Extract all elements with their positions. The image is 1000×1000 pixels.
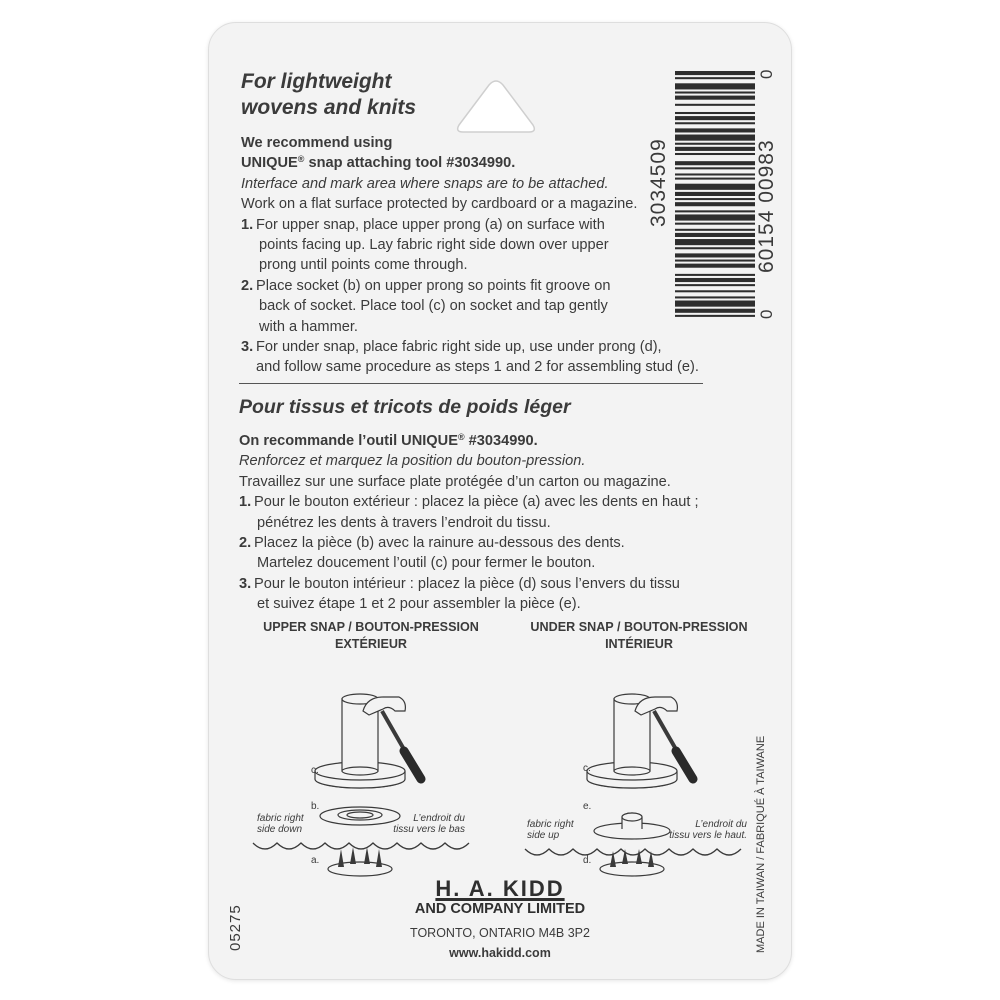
barcode-bar bbox=[675, 284, 755, 286]
prong-base bbox=[328, 862, 392, 876]
fabric-wave bbox=[253, 843, 469, 849]
barcode-bar bbox=[675, 173, 755, 175]
upper-label-a: a. bbox=[311, 855, 320, 866]
barcode-bar bbox=[675, 161, 755, 165]
under-snap-label-line2: INTÉRIEUR bbox=[605, 637, 673, 651]
french-recommend bbox=[239, 431, 699, 451]
barcode-vertical-number-box bbox=[645, 127, 675, 227]
tool-cylinder-bottom bbox=[342, 767, 378, 775]
barcode-bar bbox=[675, 247, 755, 249]
barcode-bar bbox=[675, 143, 755, 145]
barcode-bar bbox=[675, 83, 755, 89]
company-address-block bbox=[209, 923, 791, 963]
french-title: Pour tissus et tricots de poids léger bbox=[239, 396, 571, 418]
under-label-d: d. bbox=[583, 855, 592, 866]
hang-hole bbox=[439, 75, 554, 139]
barcode-bar bbox=[675, 71, 755, 75]
barcode-bar bbox=[675, 153, 755, 155]
under-snap-label bbox=[519, 619, 759, 653]
barcode-bar bbox=[675, 135, 755, 141]
company-website: www.hakidd.com bbox=[449, 946, 551, 960]
step-line: Martelez doucement l’outil (c) pour fermer le bouton. bbox=[257, 555, 596, 572]
step-line: and follow same procedure as steps 1 and 2 for assembling stud (e). bbox=[256, 359, 699, 376]
fabric-wave bbox=[525, 849, 741, 855]
barcode-bar bbox=[675, 210, 755, 212]
step-line: Place socket (b) on upper prong so points fit groove on bbox=[256, 277, 611, 294]
stud-top bbox=[622, 813, 642, 821]
step-number: 2. bbox=[241, 277, 254, 294]
upper-label-b: b. bbox=[311, 801, 320, 812]
english-body bbox=[241, 133, 699, 378]
upper-label-c: c. bbox=[311, 765, 319, 776]
step-number: 1. bbox=[239, 494, 252, 511]
english-title-line1: For lightweight bbox=[241, 70, 392, 93]
upper-snap-label-line2: EXTÉRIEUR bbox=[334, 637, 408, 651]
barcode-bar bbox=[675, 309, 755, 313]
barcode-bar bbox=[675, 91, 755, 93]
package-card bbox=[208, 22, 792, 980]
barcode-bar bbox=[675, 192, 755, 196]
side-right-box bbox=[755, 713, 773, 963]
socket-hole bbox=[347, 812, 373, 818]
french-work: Travaillez sur une surface plate protégée d’un carton ou magazine. bbox=[239, 473, 671, 490]
recommend-tool-line bbox=[241, 153, 699, 173]
step-line: et suivez étape 1 et 2 pour assembler la pièce (e). bbox=[257, 596, 581, 613]
under-snap-diagram bbox=[521, 671, 771, 883]
french-step-1 bbox=[239, 492, 699, 533]
barcode-bar bbox=[675, 290, 755, 292]
step-line: prong until points come through. bbox=[259, 257, 468, 274]
english-title bbox=[241, 69, 416, 121]
step-line: pénétrez les dents à travers l’endroit du tissu. bbox=[257, 514, 551, 531]
barcode-bar bbox=[675, 184, 755, 190]
barcode-bar bbox=[675, 116, 755, 120]
barcode-bar bbox=[675, 315, 755, 317]
work-instruction: Work on a flat surface protected by cardboard or a magazine. bbox=[241, 196, 638, 213]
step-line: Placez la pièce (b) avec la rainure au-dessous des dents. bbox=[254, 535, 625, 552]
under-label-c: c. bbox=[583, 763, 591, 774]
note-line: side up bbox=[527, 830, 560, 841]
barcode-bar bbox=[675, 239, 755, 245]
tool-number: snap attaching tool #3034990. bbox=[304, 155, 516, 172]
barcode-bar bbox=[675, 77, 755, 79]
company-name: H. A. KIDD bbox=[435, 876, 565, 901]
barcode-bar bbox=[675, 122, 755, 124]
french-tool-number: #3034990. bbox=[464, 433, 538, 449]
upper-note-right bbox=[381, 813, 465, 835]
brand-name: UNIQUE bbox=[241, 155, 298, 172]
upper-snap-diagram bbox=[249, 671, 499, 883]
barcode-bar bbox=[675, 296, 755, 298]
barcode-bar bbox=[675, 112, 755, 114]
barcode-bar bbox=[675, 214, 755, 220]
french-recommend-text: On recommande l’outil UNIQUE bbox=[239, 433, 458, 449]
step-line: Pour le bouton intérieur : placez la pièce (d) sous l’envers du tissu bbox=[254, 575, 680, 592]
under-note-right bbox=[649, 819, 747, 841]
side-left-box bbox=[227, 893, 247, 953]
under-note-left bbox=[527, 819, 574, 841]
barcode-bar bbox=[675, 278, 755, 282]
barcode-bar bbox=[675, 128, 755, 132]
english-step-2 bbox=[241, 276, 699, 337]
interface-instruction: Interface and mark area where snaps are to be attached. bbox=[241, 175, 609, 192]
barcode-zero-top-box bbox=[757, 63, 777, 83]
english-step-3 bbox=[241, 337, 699, 378]
barcode-bar bbox=[675, 178, 755, 180]
under-label-e: e. bbox=[583, 801, 592, 812]
barcode-bar bbox=[675, 202, 755, 206]
company-address: TORONTO, ONTARIO M4B 3P2 bbox=[410, 926, 590, 940]
registered-mark: ® bbox=[297, 154, 305, 165]
barcode-digits: 60154 00983 bbox=[755, 139, 778, 273]
note-line: L’endroit du bbox=[413, 813, 465, 824]
barcode-bar bbox=[675, 274, 755, 276]
step-number: 1. bbox=[241, 216, 254, 233]
barcode-bar bbox=[675, 167, 755, 169]
step-line: with a hammer. bbox=[259, 318, 358, 335]
barcode-bar bbox=[675, 264, 755, 268]
section-divider bbox=[239, 383, 703, 384]
note-line: tissu vers le bas bbox=[393, 824, 465, 835]
company-logo bbox=[209, 878, 791, 918]
barcode-bar bbox=[675, 96, 755, 100]
upper-snap-label bbox=[251, 619, 491, 653]
barcode-bar bbox=[675, 147, 755, 151]
barcode-bar bbox=[675, 229, 755, 231]
side-left-code: 05275 bbox=[227, 904, 244, 951]
french-reinforce: Renforcez et marquez la position du bouton-pression. bbox=[239, 453, 586, 470]
step-number: 3. bbox=[241, 339, 254, 356]
note-line: L’endroit du bbox=[695, 819, 747, 830]
step-number: 2. bbox=[239, 535, 252, 552]
barcode-bar bbox=[675, 260, 755, 262]
barcode-vertical-number: 3034509 bbox=[647, 138, 670, 227]
note-line: fabric right bbox=[257, 813, 304, 824]
barcode-zero-top: 0 bbox=[757, 69, 776, 79]
barcode-bar bbox=[675, 233, 755, 237]
french-step-3 bbox=[239, 574, 699, 615]
step-line: Pour le bouton extérieur : placez la pièce (a) avec les dents en haut ; bbox=[254, 494, 699, 511]
barcode-bar bbox=[675, 253, 755, 257]
under-snap-label-line1: UNDER SNAP / BOUTON-PRESSION bbox=[530, 620, 748, 634]
english-title-line2: wovens and knits bbox=[241, 96, 417, 119]
upper-snap-label-line1: UPPER SNAP / BOUTON-PRESSION bbox=[263, 620, 479, 634]
barcode-bar bbox=[675, 223, 755, 225]
note-line: fabric right bbox=[527, 819, 574, 830]
step-number: 3. bbox=[239, 575, 252, 592]
recommend-line: We recommend using bbox=[241, 135, 393, 151]
step-line: For upper snap, place upper prong (a) on surface with bbox=[256, 216, 605, 233]
barcode-zero-bottom: 0 bbox=[757, 309, 776, 319]
made-in-label: MADE IN TAIWAN / FABRIQUÉ À TAIWANE bbox=[755, 735, 767, 953]
company-name-line2: AND COMPANY LIMITED bbox=[414, 901, 586, 917]
note-line: tissu vers le haut. bbox=[669, 830, 747, 841]
barcode-digits-box bbox=[755, 97, 781, 277]
barcode-zero-bottom-box bbox=[757, 303, 777, 323]
french-step-2 bbox=[239, 533, 699, 574]
barcode-bar bbox=[675, 301, 755, 307]
english-step-1 bbox=[241, 215, 699, 276]
french-body bbox=[239, 431, 699, 615]
step-line: points facing up. Lay fabric right side down over upper bbox=[259, 237, 609, 254]
upper-note-left bbox=[257, 813, 304, 835]
step-line: For under snap, place fabric right side up, use under prong (d), bbox=[256, 339, 662, 356]
registered-mark: ® bbox=[457, 432, 465, 442]
note-line: side down bbox=[257, 824, 303, 835]
barcode-bar bbox=[675, 198, 755, 200]
barcode-bar bbox=[675, 104, 755, 106]
step-line: back of socket. Place tool (c) on socket and tap gently bbox=[259, 298, 608, 315]
